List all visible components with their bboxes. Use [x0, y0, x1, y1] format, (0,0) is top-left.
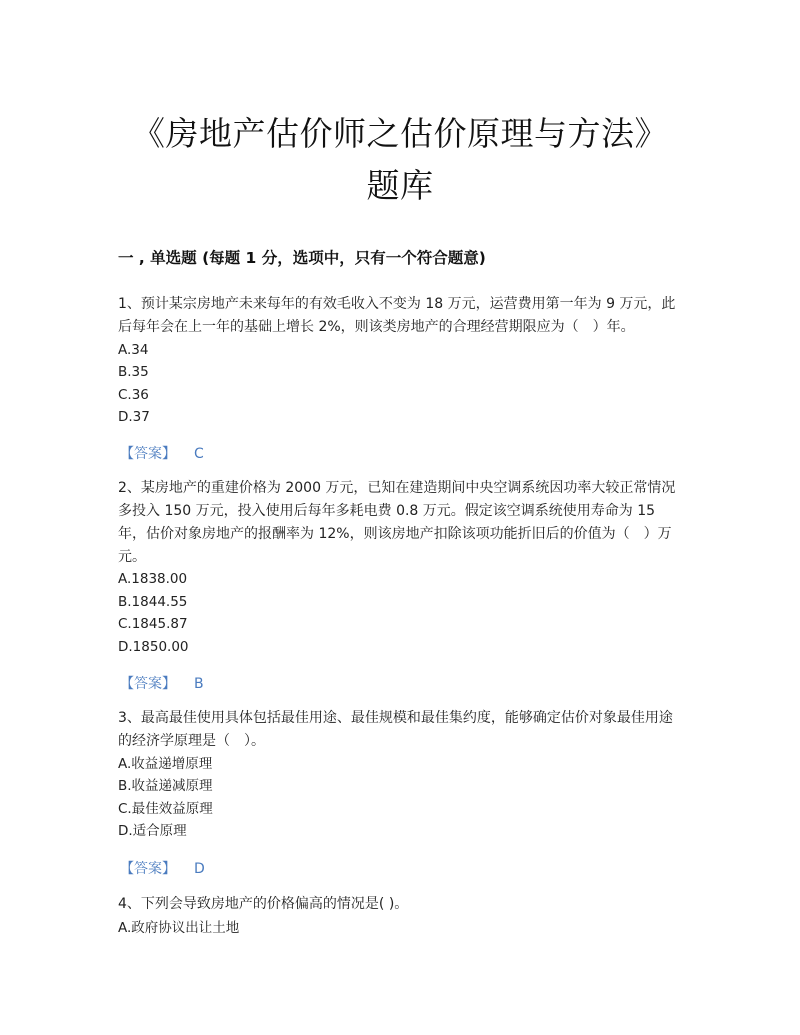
question-1-answer — [120, 443, 204, 463]
question-3-option-c: C.最佳效益原理 — [118, 801, 213, 817]
question-1-option-d: D.37 — [118, 409, 150, 425]
question-2-option-a: A.1838.00 — [118, 571, 188, 587]
answer-value: C — [194, 446, 204, 462]
question-3-text: 3、最高最佳使用具体包括最佳用途、最佳规模和最佳集约度，能够确定估价对象最佳用途的经济学原理是（ ）。 — [118, 710, 673, 749]
question-3-option-b: B.收益递减原理 — [118, 778, 213, 794]
answer-value: B — [194, 676, 204, 692]
question-3-option-a: A.收益递增原理 — [118, 756, 213, 772]
question-1-option-c: C.36 — [118, 387, 149, 403]
question-4-option-a: A.政府协议出让土地 — [118, 920, 240, 936]
question-2-option-c: C.1845.87 — [118, 616, 188, 632]
question-3-answer — [120, 858, 205, 878]
document-subtitle: 题库 — [366, 166, 434, 205]
answer-label: 【答案】 — [120, 861, 176, 877]
answer-label: 【答案】 — [120, 446, 176, 462]
question-4-text: 4、下列会导致房地产的价格偏高的情况是( )。 — [118, 896, 409, 912]
question-3-option-d: D.适合原理 — [118, 823, 187, 839]
question-1-option-a: A.34 — [118, 342, 149, 358]
question-2-option-d: D.1850.00 — [118, 639, 189, 655]
answer-label: 【答案】 — [120, 676, 176, 692]
question-1-text: 1、预计某宗房地产未来每年的有效毛收入不变为 18 万元，运营费用第一年为 9 万元，此后每年会在上一年的基础上增长 2%，则该类房地产的合理经营期限应为（ ）年。 — [118, 296, 676, 335]
question-2-option-b: B.1844.55 — [118, 594, 188, 610]
section-heading: 一 , 单选题 (每题 1 分，选项中，只有一个符合题意) — [118, 249, 486, 267]
question-2-answer — [120, 673, 204, 693]
answer-value: D — [194, 861, 205, 877]
question-2-text: 2、某房地产的重建价格为 2000 万元，已知在建造期间中央空调系统因功率大较正常情况多投入 150 万元，投入使用后每年多耗电费 0.8 万元。假定该空调系统使用寿命为 15 年，估价对象房地产的报酬率为 12%，则该房地产扣除该项功能折旧后的价值为（ ）万元。 — [118, 480, 676, 565]
document-title: 《房地产估价师之估价原理与方法》 — [132, 114, 668, 153]
question-1-option-b: B.35 — [118, 364, 149, 380]
